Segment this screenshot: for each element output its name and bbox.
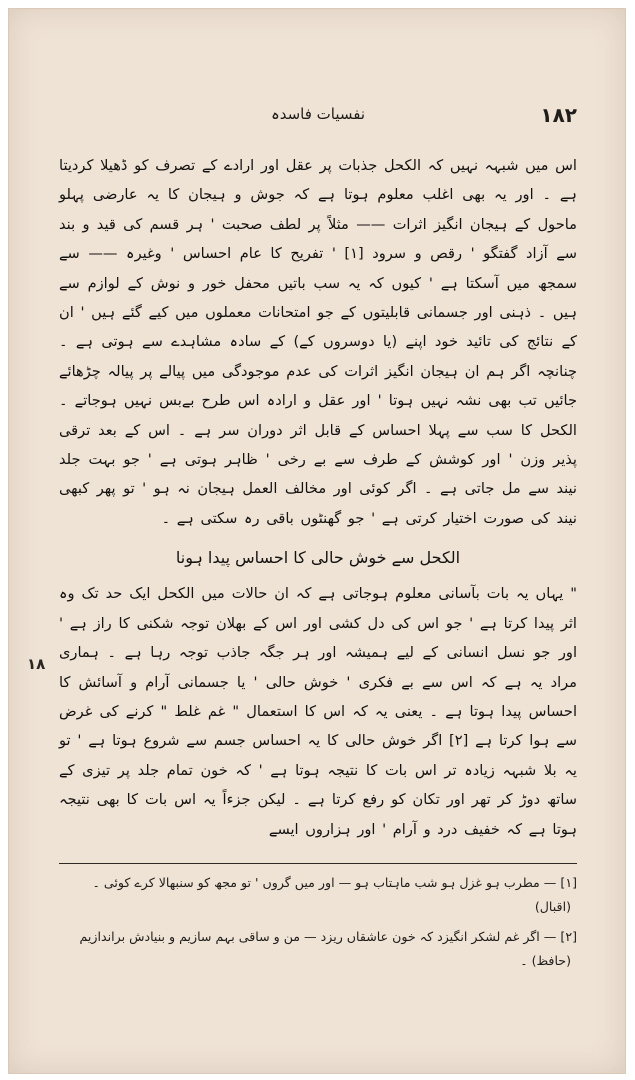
page-header xyxy=(59,103,577,127)
running-title: نفسیات فاسدہ xyxy=(270,105,366,123)
footnote-divider xyxy=(59,863,577,864)
margin-note-number: ۱۸ xyxy=(27,655,46,673)
footnote-1-citation: (اقبال) xyxy=(534,899,571,914)
book-page xyxy=(8,8,626,1074)
paragraph-2: " یہاں یہ بات بآسانی معلوم ہوجاتی ہے کہ ان حالات میں الکحل ایک حد تک وہ اثر پیدا کرتا ہے ' جو اس کی دل کشی اور اس کے بھلان توجہ شکنی کا راز ہے ' اور جو نسل انسانی کے لیے ہمیشہ اور ہر جگہ جاذب توجہ رہا ہے ۔ ہماری مراد یہ ہے کہ اس سے بے فکری ' خوش حالی ' یا جسمانی آرام و آسائش کا احساس پیدا ہوتا ہے ۔ یعنی یہ کہ اس کا استعمال " غم غلط " کرنے کی غرض سے ہوا کرتا ہے [۲] اگر خوش حالی کا یہ احساس جسم سے شروع ہوتا ہے ' تو یہ بلا شبہہ زیادہ تر اس بات کا نتیجہ ہوتا ہے ' کہ خون تمام جلد پر تیزی کے ساتھ دوڑ کر تھر اور تکان کو رفع کرتا ہے ۔ لیکن جزءاً یہ اس بات کا بھی نتیجہ ہوتا ہے کہ خفیف درد و آرام ' اور ہزاروں ایسے xyxy=(59,585,577,838)
main-text xyxy=(59,151,577,844)
footnote-1-text: [۱] — مطرب ہو غزل ہو شب ماہتاب ہو — اور میں گروں ' تو مجھ کو سنبھالا کرے کوئی ۔ xyxy=(92,875,577,890)
page-number: ۱۸۲ xyxy=(540,103,577,127)
section-heading: الکحل سے خوش حالی کا احساس پیدا ہونا xyxy=(175,548,461,568)
footnotes xyxy=(59,871,577,979)
footnote-2-citation: (حافظ) ۔ xyxy=(520,953,571,968)
footnote-1 xyxy=(59,871,577,919)
footnote-2-text: [۲] — اگر غم لشکر انگیزد کہ خون عاشقاں ریزد — من و ساقی بہم سازیم و بنیادش براندازیم xyxy=(79,929,577,944)
footnote-2 xyxy=(59,925,577,973)
paragraph-1: اس میں شبہہ نہیں کہ الکحل جذبات پر عقل اور ارادے کے تصرف کو ڈھیلا کردیتا ہے ۔ اور یہ بھی اغلب معلوم ہوتا ہے کہ جوش و ہیجان کا یہ عارضی پہلو ماحول کے ہیجان انگیز اثرات —— مثلاً پر لطف صحبت ' ہر قسم کی قید و بند سے آزاد گفتگو ' رقص و سرود [۱] ' تفریح کا عام احساس ' وغیرہ —— سے سمجھ میں آسکتا ہے ' کیوں کہ یہ سب باتیں محفل خور و نوش کے لوازم سے ہیں ۔ ذہنی اور جسمانی قابلیتوں کے جو امتحانات معملوں میں کیے گئے ہیں ' ان کے نتائج کی تائید خود اپنے (یا دوسروں کے) کے سادہ مشاہدے سے ہوتی ہے ۔ چنانچہ اگر ہم ان ہیجان انگیز اثرات کی عدم موجودگی میں پیالے پر پیالہ چڑھائے جائیں تب بھی نشہ نہیں ہوتا ' اور عقل و ارادہ اس طرح بےبس نہیں ہوجاتے ۔ الکحل کا سب سے پہلا احساس کے قابل اثر دوران سر ہے ۔ اس کے بعد ترقی پذیر وزن ' اور کوشش کے طرف سے بے رخی ' ظاہر ہوتی ہے ' جو بہت جلد نیند سے مل جاتی ہے ۔ اگر کوئی اور مخالف العمل ہیجان نہ ہو ' تو پھر کبھی نیند کی صورت اختیار کرتی ہے ' جو گھنٹوں باقی رہ سکتی ہے ۔ xyxy=(59,157,577,527)
